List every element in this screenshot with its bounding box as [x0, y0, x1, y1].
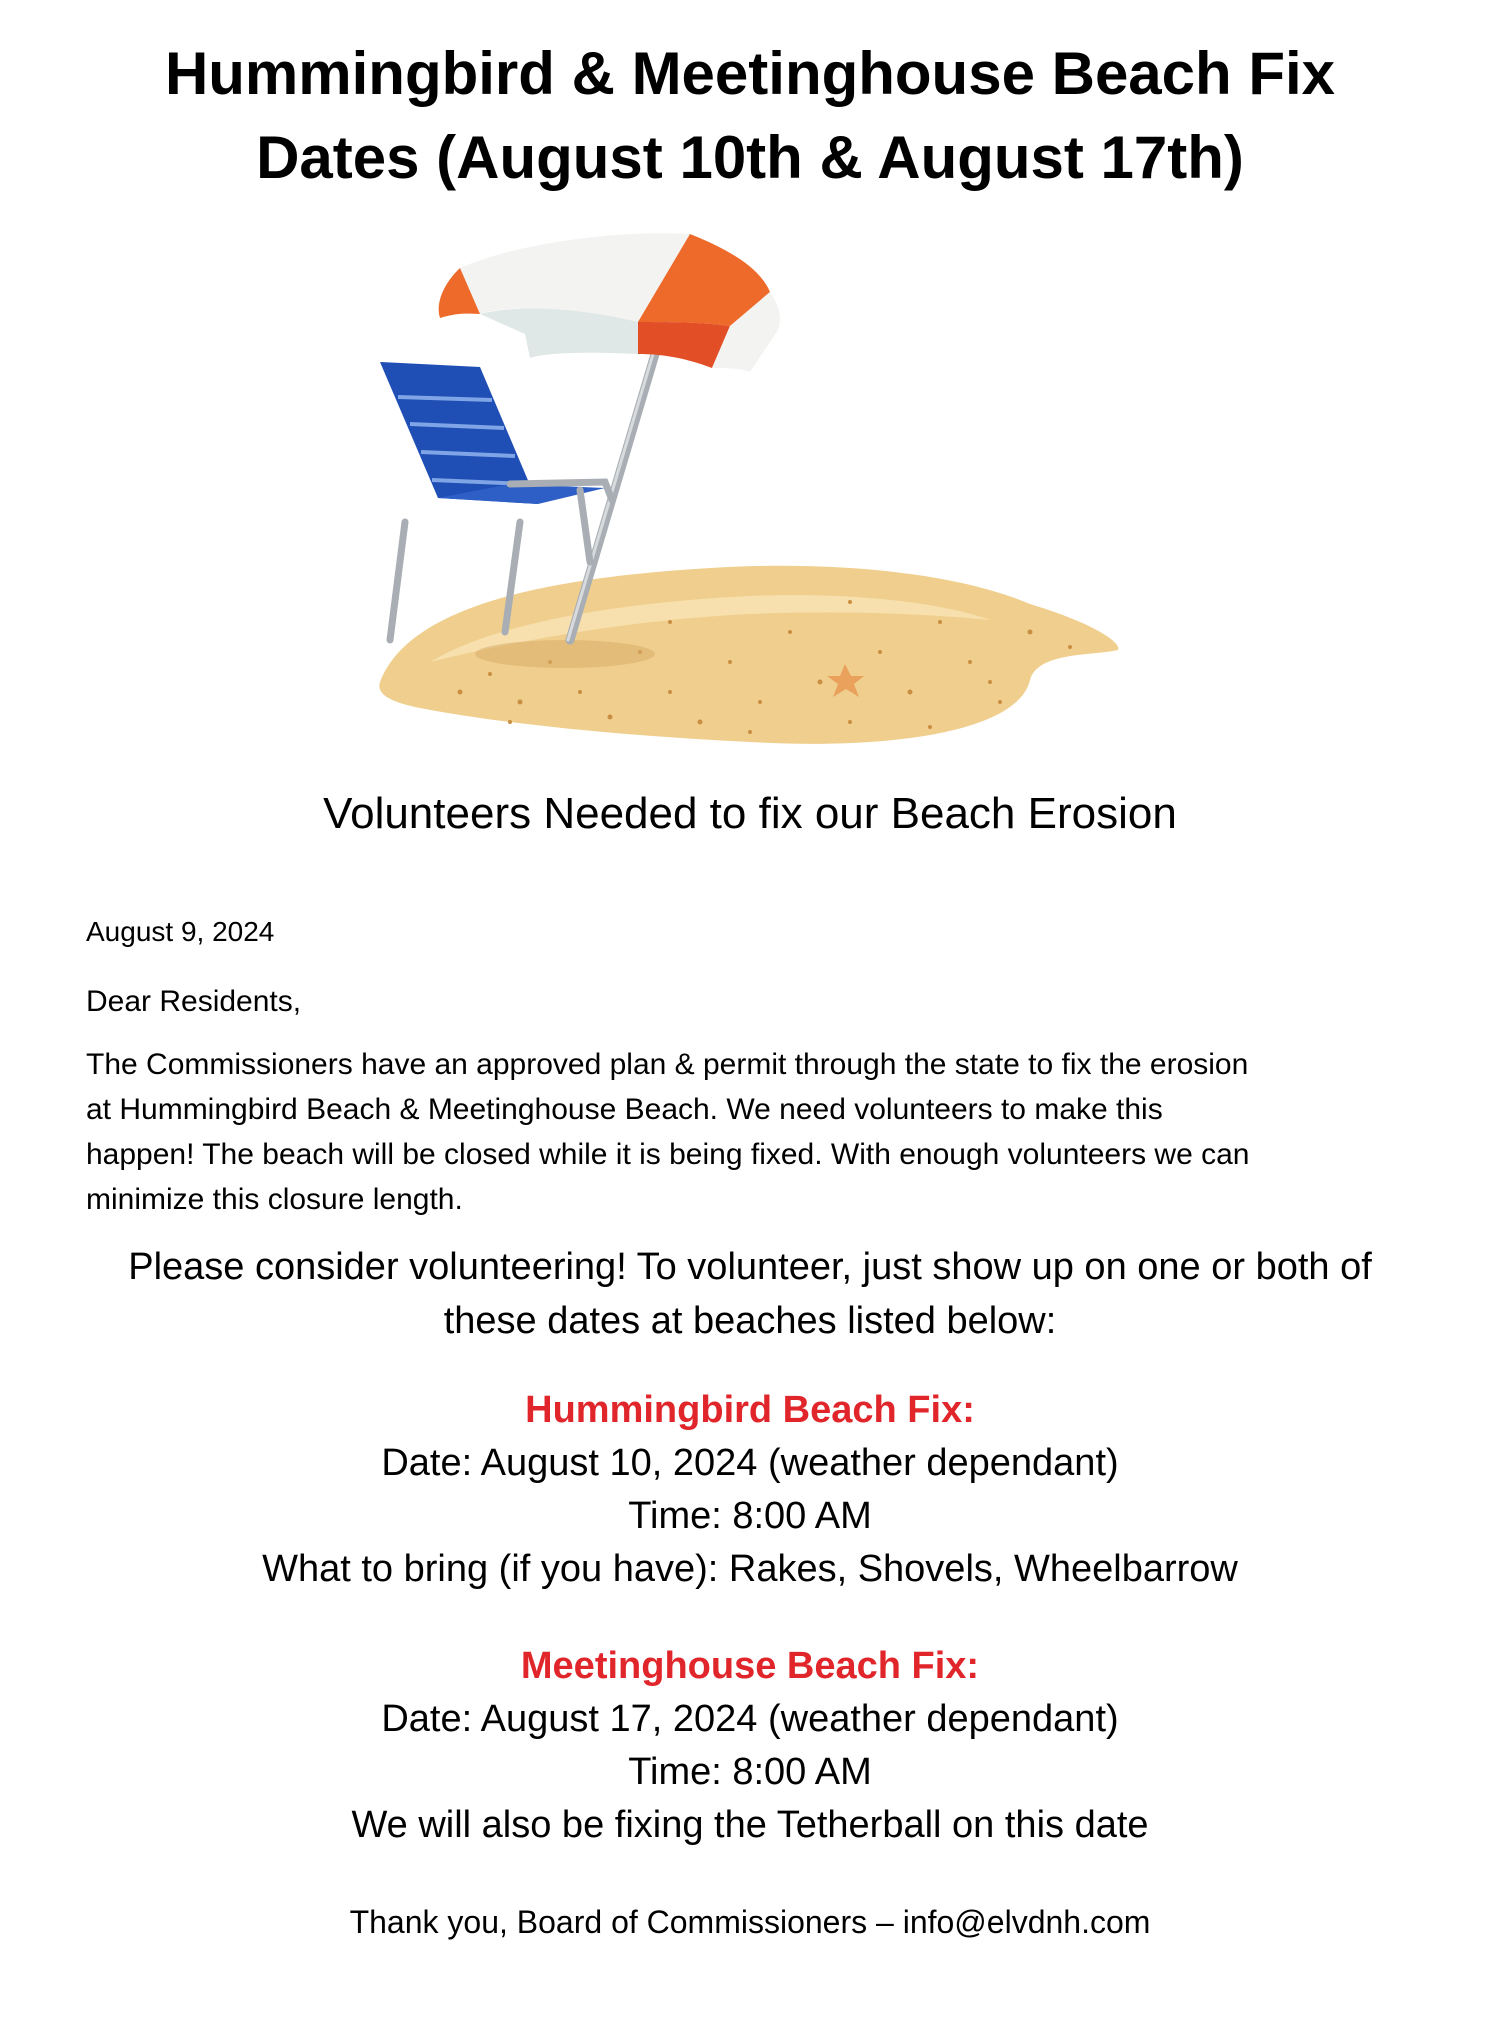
event-title: Meetinghouse Beach Fix:	[520, 1645, 980, 1687]
page-title	[0, 32, 1500, 200]
event-date: Date: August 17, 2024 (weather dependant)	[381, 1698, 1119, 1740]
beach-umbrella-chair-illustration	[370, 222, 1130, 762]
event-date: Date: August 10, 2024 (weather dependant)	[381, 1442, 1119, 1484]
appeal-line: these dates at beaches listed below:	[443, 1300, 1057, 1342]
greeting: Dear Residents,	[86, 985, 302, 1018]
chair-shadow-shape	[475, 640, 655, 668]
title-line-1: Hummingbird & Meetinghouse Beach Fix	[164, 40, 1336, 107]
body-line: at Hummingbird Beach & Meetinghouse Beach. We need volunteers to make this	[86, 1093, 1163, 1126]
appeal-line: Please consider volunteering! To volunteer, just show up on one or both of	[128, 1246, 1372, 1288]
event-note: We will also be fixing the Tetherball on this date	[351, 1804, 1149, 1846]
letter-date: August 9, 2024	[86, 916, 275, 947]
body-line: minimize this closure length.	[86, 1183, 463, 1216]
umbrella-canopy	[439, 233, 780, 372]
body-paragraph	[86, 1042, 1426, 1222]
signoff: Thank you, Board of Commissioners – info@elvdnh.com	[349, 1904, 1151, 1940]
volunteer-appeal	[60, 1240, 1440, 1348]
body-line: happen! The beach will be closed while it is being fixed. With enough volunteers we can	[86, 1138, 1250, 1171]
event-note: What to bring (if you have): Rakes, Shovels, Wheelbarrow	[262, 1548, 1238, 1590]
title-line-2: Dates (August 10th & August 17th)	[256, 124, 1244, 191]
subtitle: Volunteers Needed to fix our Beach Erosion	[323, 789, 1177, 838]
event-time: Time: 8:00 AM	[628, 1495, 872, 1537]
event-hummingbird	[0, 1384, 1500, 1596]
body-line: The Commissioners have an approved plan & permit through the state to fix the erosion	[86, 1048, 1249, 1081]
event-title: Hummingbird Beach Fix:	[525, 1389, 975, 1431]
event-time: Time: 8:00 AM	[628, 1751, 872, 1793]
event-meetinghouse	[0, 1640, 1500, 1852]
